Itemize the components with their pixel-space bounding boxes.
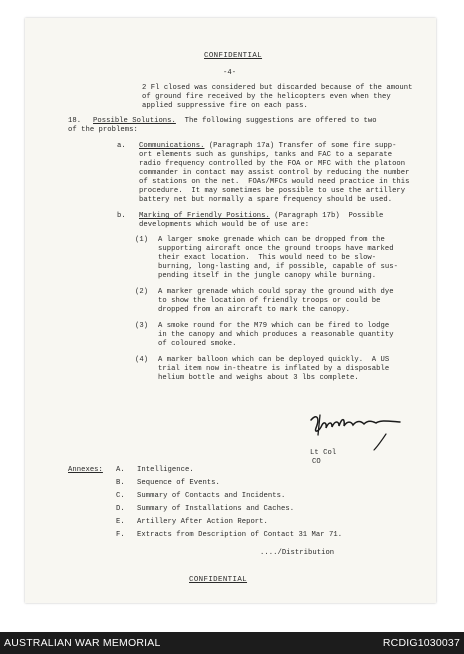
item-letter: b. [117,212,126,220]
archive-name: AUSTRALIAN WAR MEMORIAL [4,637,161,649]
classification-footer: CONFIDENTIAL [189,576,248,584]
signatory-appointment: CO [312,458,321,466]
sub-item-line: A marker balloon which can be deployed quickly. A US [158,356,390,364]
sub-item-number: (2) [135,288,149,296]
sub-item-line: trial item now in-theatre is inflated by a disposable [158,365,390,373]
intro-line: applied suppressive fire on each pass. [142,102,308,110]
annex-title: Summary of Installations and Caches. [137,505,295,513]
sub-item-number: (4) [135,356,149,364]
para-text: The following suggestions are offered to two [175,117,377,125]
sub-item-line: to show the location of friendly troops or could be [158,297,381,305]
item-heading: Marking of Friendly Positions. [139,212,270,220]
sub-item-line: dropped from an aircraft to mark the canopy. [158,306,350,314]
sub-item-line: of coloured smoke. [158,340,237,348]
item-a-line [139,142,396,151]
annex-letter: C. [116,492,125,500]
record-id: RCDIG1030037 [382,637,460,649]
annex-title: Intelligence. [137,466,194,474]
annex-letter: E. [116,518,125,526]
para-text-cont: of the problems: [68,126,138,134]
sub-item-line: their exact location. This would need to be slow- [158,254,377,262]
sub-item-line: A smoke round for the M79 which can be fired to lodge [158,322,390,330]
item-line: developments which would be of use are: [139,221,310,229]
annex-title: Sequence of Events. [137,479,220,487]
sub-item-line: in the canopy and which produces a reasonable quantity [158,331,394,339]
item-letter: a. [117,142,126,150]
item-text: (Paragraph 17a) Transfer of some fire supp- [204,142,397,150]
page-number: -4- [223,69,237,77]
item-heading: Communications. [139,142,205,150]
signatory-rank: Lt Col [310,449,337,457]
annex-title: Summary of Contacts and Incidents. [137,492,286,500]
item-text: (Paragraph 17b) Possible [269,212,384,220]
item-line: commander in contact may assist control by reducing the number [139,169,410,177]
item-line: battery net but normally a spare frequency should be used. [139,196,393,204]
annex-letter: D. [116,505,125,513]
document-page [25,18,436,603]
para-number: 18. [68,117,82,125]
archive-footer-bar [0,632,464,654]
item-line: ort elements such as gunships, tanks and FAC to a separate [139,151,393,159]
sub-item-line: A larger smoke grenade which can be dropped from the [158,236,385,244]
sub-item-line: burning, long-lasting and, if possible, capable of sus- [158,263,398,271]
item-line: radio frequency controlled by the FOA or MFC with the platoon [139,160,406,168]
sub-item-number: (1) [135,236,149,244]
item-b-line [139,212,383,221]
item-line: of stations on the net. FOAs/MFCs would need practice in this [139,178,410,186]
sub-item-line: pending itself in the jungle canopy while burning. [158,272,377,280]
sub-item-line: A marker grenade which could spray the ground with dye [158,288,394,296]
continuation-note: ..../Distribution [260,549,335,557]
annexes-label: Annexes: [68,466,103,474]
sub-item-line: helium bottle and weighs about 3 lbs complete. [158,374,359,382]
classification-header: CONFIDENTIAL [204,52,263,60]
annex-title: Artillery After Action Report. [137,518,268,526]
para-heading: Possible Solutions. [93,117,176,125]
annex-title: Extracts from Description of Contact 31 Mar 71. [137,531,343,539]
annex-letter: A. [116,466,125,474]
annex-letter: F. [116,531,125,539]
handwritten-signature [308,412,403,452]
sub-item-line: supporting aircraft once the ground troops have marked [158,245,394,253]
annex-letter: B. [116,479,125,487]
sub-item-number: (3) [135,322,149,330]
intro-line: of ground fire received by the helicopters even when they [142,93,391,101]
intro-line: 2 Fl closed was considered but discarded because of the amount [142,84,413,92]
item-line: procedure. It may sometimes be possible to use the artillery [139,187,406,195]
para-18-line [93,117,377,126]
